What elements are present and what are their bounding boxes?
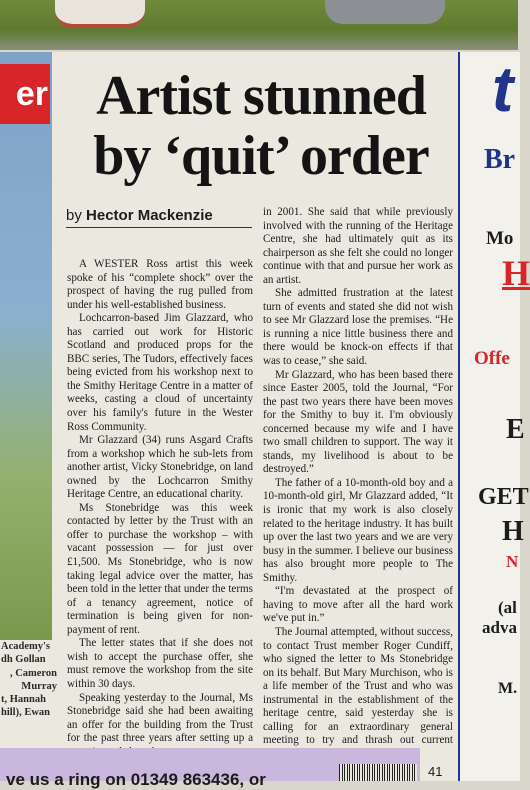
advert-text: H bbox=[502, 516, 524, 547]
advert-text: E bbox=[506, 414, 525, 445]
paragraph: A WESTER Ross artist this week spoke of his “complete shock” over the prospect of having the rug pulled from under his well-established business. bbox=[67, 258, 253, 311]
barcode-image bbox=[339, 764, 417, 781]
byline-divider bbox=[66, 227, 252, 228]
caption-line: Murray bbox=[21, 680, 57, 692]
advert-text: Br bbox=[484, 144, 516, 175]
paragraph: The father of a 10-month-old boy and a 10-month-old girl, Mr Glazzard added, “It is ironic that my work is also closely related to the heritage industry. It has built up over the last two years and we are very busy in the summer. I believe our business has also brought more people to The Smithy. bbox=[263, 476, 453, 584]
paragraph: Mr Glazzard, who has been based there since Easter 2005, told the Journal, “For the past two years there have been moves for the Smithy to buy it. I'm obviously concerned because my wife and I have two small children to support. The way it stands, my livelihood is about to be destroyed.” bbox=[263, 368, 453, 476]
article-column-2 bbox=[263, 206, 453, 761]
caption-line: hill), Ewan bbox=[1, 707, 51, 719]
paragraph: She admitted frustration at the latest turn of events and stated she did not wish to see Mr Glazzard lose the premises. “He is running a nice little business there and there would be knock-on effects if that was to cease,” she said. bbox=[263, 287, 453, 368]
advert-logo-letter: t bbox=[492, 53, 514, 125]
advert-text: (al bbox=[498, 598, 517, 617]
advert-text: GET bbox=[478, 484, 529, 510]
paragraph: The Journal attempted, without success, to contact Trust member Roger Cundiff, who signed the letter to Ms Stonebridge on its behalf. But Mary Murchison, who is a life member of the Trust and who was instrumental in the establishment of the heritage centre, said yesterday she is calling for an extraordinary general meeting to try and thrash out current bbox=[263, 625, 453, 747]
advert-text: M. bbox=[498, 680, 518, 697]
shoe-left-image bbox=[55, 0, 145, 28]
advert-text: Offe bbox=[474, 348, 510, 369]
byline-prefix: by bbox=[66, 207, 82, 224]
paragraph: Mr Glazzard (34) runs Asgard Crafts from a workshop which he sub-lets from another artist, Vicky Stonebridge, on land owned by the Lochcarron Smithy Heritage Centre, an educational charity. bbox=[67, 434, 253, 501]
caption-line: Academy's bbox=[1, 641, 50, 652]
paragraph: Lochcarron-based Jim Glazzard, who has carried out work for Historic Scotland and produced props for the BBC series, The Tudors, effectively faces being evicted from his workshop next to the Smithy Heritage Centre in a matter of weeks, casting a cloud of uncertainty over his family's future in the Wester Ross Community. bbox=[67, 312, 253, 433]
caption-line: , Cameron bbox=[9, 667, 57, 679]
paragraph: Speaking yesterday to the Journal, Ms Stonebridge said she had been awaiting an offer for the building from the Trust for the past three years after setting up a bbox=[67, 691, 253, 745]
paragraph: Ms Stonebridge was this week contacted by letter by the Trust with an offer to purchase the workshop – with vacant possession — for just over £1,500. Ms Stonebridge, who is now taking legal advice over the matter, has been told in the letter that under the terms of a tenancy agreement, notice of termination is being given for non-payment of rent. bbox=[67, 501, 253, 636]
advert-text: adva bbox=[482, 618, 517, 637]
page-number: 41 bbox=[428, 764, 443, 779]
article-headline: Artist stunned by ‘quit’ order bbox=[93, 65, 429, 187]
caption-line: t, Hannah bbox=[1, 694, 46, 706]
bottom-advert-text: ve us a ring on 01349 863436, or bbox=[6, 770, 266, 789]
photo-caption bbox=[0, 640, 57, 720]
byline-author: Hector Mackenzie bbox=[86, 207, 213, 224]
advert-text: Mo bbox=[486, 228, 514, 249]
paragraph: in 2001. She said that while previously involved with the running of the Heritage Centre, she had ultimately quit as its chairperson as she felt she could no longer continue with that and pursue her work as an artist. bbox=[263, 206, 453, 286]
photo-strip-left bbox=[0, 52, 52, 707]
section-tab: er bbox=[0, 64, 50, 124]
top-photo bbox=[0, 0, 518, 50]
advert-column bbox=[458, 52, 530, 781]
advert-text: H bbox=[502, 253, 530, 293]
advert-text: N bbox=[506, 552, 519, 571]
paragraph: The letter states that if she does not wish to accept the purchase offer, she must remove the workshop from the site within 30 days. bbox=[67, 637, 253, 690]
byline bbox=[66, 207, 213, 224]
article-column-1 bbox=[67, 258, 253, 759]
shoe-right-image bbox=[325, 0, 445, 24]
paragraph: “I'm devastated at the prospect of having to move after all the hard work we've put in.” bbox=[263, 585, 453, 625]
caption-line: dh Gollan bbox=[1, 654, 46, 666]
